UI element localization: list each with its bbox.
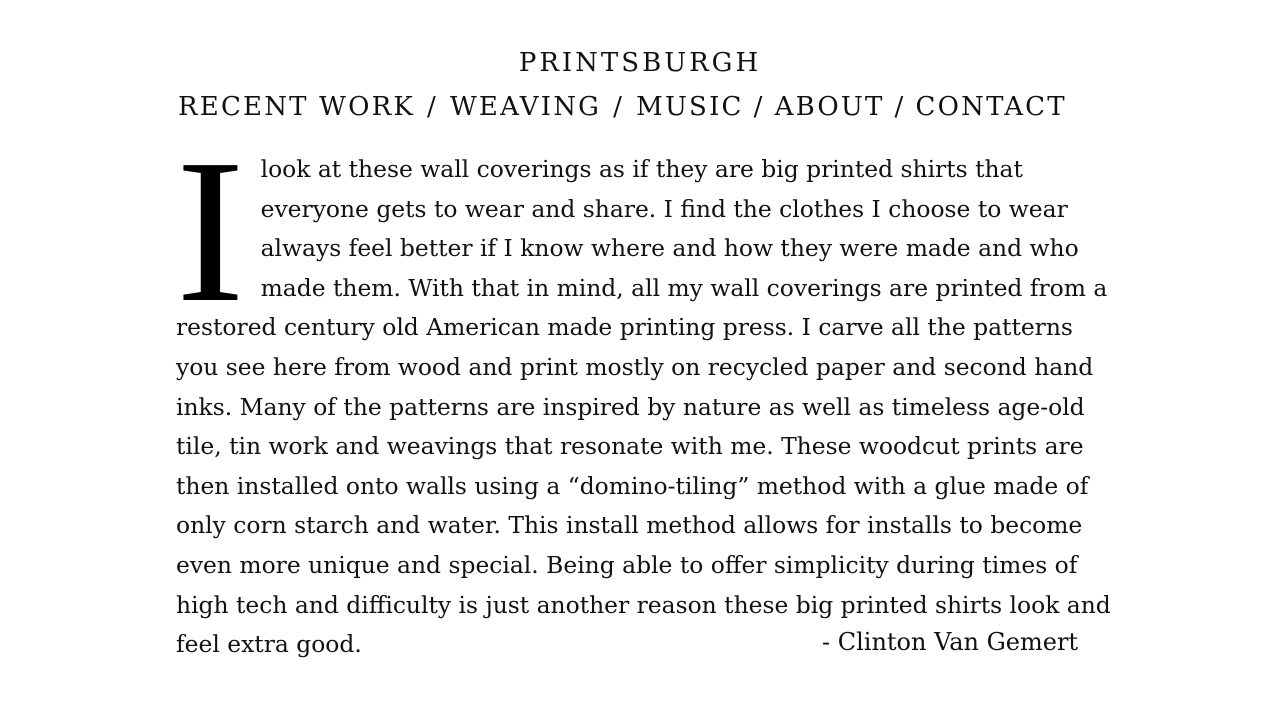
- nav-item-weaving[interactable]: WEAVING: [450, 92, 602, 122]
- nav-item-recent-work[interactable]: RECENT WORK: [178, 92, 416, 122]
- artist-statement: [176, 116, 1116, 665]
- drop-cap: I: [176, 116, 245, 345]
- nav-separator: /: [613, 92, 625, 122]
- statement-text: look at these wall coverings as if they are big printed shirts that everyone gets to wear and share. I find the clothes I choose to wear always feel better if I know where and how they were made and who made them. With that in mind, all my wall coverings are printed from a restored century old American made printing press. I carve all the patterns you see here from wood and print mostly on recycled paper and second hand inks. Many of the patterns are inspired by nature as well as timeless age-old tile, tin work and weavings that resonate with me. These woodcut prints are then installed onto walls using a “domino-tiling” method with a glue made of only corn starch and water. This install method allows for installs to become even more unique and special. Being able to offer simplicity during times of high tech and difficulty is just another reason these big printed shirts look and feel extra good.: [176, 155, 1111, 659]
- nav-item-contact[interactable]: CONTACT: [915, 92, 1067, 122]
- main-nav: [178, 92, 1108, 122]
- nav-item-about[interactable]: ABOUT: [774, 92, 885, 122]
- nav-separator: /: [894, 92, 906, 122]
- signature: - Clinton Van Gemert: [822, 628, 1079, 656]
- site-title[interactable]: PRINTSBURGH: [518, 48, 762, 78]
- nav-separator: /: [753, 92, 765, 122]
- nav-separator: /: [427, 92, 438, 122]
- nav-item-music[interactable]: MUSIC: [636, 92, 744, 122]
